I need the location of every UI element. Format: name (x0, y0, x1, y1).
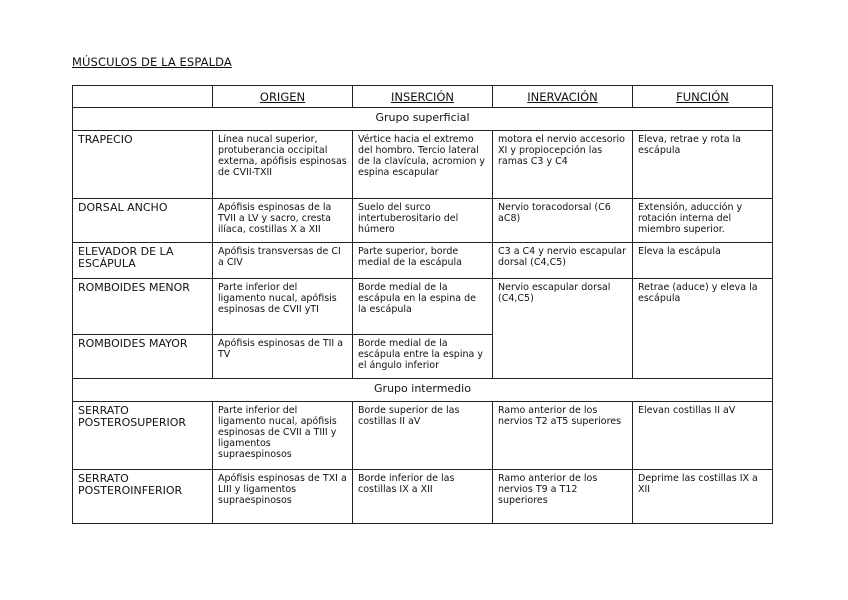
group-label-intermedio: Grupo intermedio (73, 379, 773, 402)
insercion-cell: Vértice hacia el extremo del hombro. Tercio lateral de la clavícula, acromion y espina escapular (353, 131, 493, 199)
header-empty (73, 86, 213, 108)
muscle-name: ELEVADOR DE LA ESCÁPULA (73, 243, 213, 279)
muscle-name: SERRATO POSTEROINFERIOR (73, 470, 213, 524)
funcion-cell: Extensión, aducción y rotación interna del miembro superior. (633, 199, 773, 243)
origen-cell: Línea nucal superior, protuberancia occipital externa, apófisis espinosas de CVII-TXII (213, 131, 353, 199)
group-row-intermedio (73, 379, 773, 402)
funcion-cell: Elevan costillas II aV (633, 402, 773, 470)
table-row (73, 131, 773, 199)
funcion-cell: Eleva, retrae y rota la escápula (633, 131, 773, 199)
origen-cell: Parte inferior del ligamento nucal, apófisis espinosas de CVII a TIII y ligamentos supraespinosos (213, 402, 353, 470)
muscle-name: ROMBOIDES MENOR (73, 279, 213, 335)
insercion-cell: Parte superior, borde medial de la escápula (353, 243, 493, 279)
funcion-cell: Deprime las costillas IX a XII (633, 470, 773, 524)
header-insercion: INSERCIÓN (353, 86, 493, 108)
table-header-row (73, 86, 773, 108)
insercion-cell: Borde medial de la escápula entre la espina y el ángulo inferior (353, 335, 493, 379)
header-inervacion: INERVACIÓN (493, 86, 633, 108)
funcion-cell: Retrae (aduce) y eleva la escápula (633, 279, 773, 379)
table-row (73, 279, 773, 335)
inervacion-cell: Nervio toracodorsal (C6 aC8) (493, 199, 633, 243)
document-title: MÚSCULOS DE LA ESPALDA (72, 55, 232, 69)
origen-cell: Apófisis espinosas de TII a TV (213, 335, 353, 379)
table-row (73, 470, 773, 524)
insercion-cell: Borde medial de la escápula en la espina de la escápula (353, 279, 493, 335)
funcion-cell: Eleva la escápula (633, 243, 773, 279)
header-funcion: FUNCIÓN (633, 86, 773, 108)
muscle-name: DORSAL ANCHO (73, 199, 213, 243)
origen-cell: Apófisis espinosas de TXI a LIII y ligamentos supraespinosos (213, 470, 353, 524)
inervacion-cell: Ramo anterior de los nervios T9 a T12 superiores (493, 470, 633, 524)
inervacion-cell: motora el nervio accesorio XI y propiocepción las ramas C3 y C4 (493, 131, 633, 199)
inervacion-cell: Nervio escapular dorsal (C4,C5) (493, 279, 633, 379)
group-row-superficial (73, 108, 773, 131)
table-row (73, 402, 773, 470)
muscle-name: ROMBOIDES MAYOR (73, 335, 213, 379)
muscles-table (72, 85, 773, 524)
table-row (73, 243, 773, 279)
origen-cell: Apófisis transversas de CI a CIV (213, 243, 353, 279)
origen-cell: Apófisis espinosas de la TVII a LV y sacro, cresta ilíaca, costillas X a XII (213, 199, 353, 243)
insercion-cell: Borde superior de las costillas II aV (353, 402, 493, 470)
muscle-name: TRAPECIO (73, 131, 213, 199)
origen-cell: Parte inferior del ligamento nucal, apófisis espinosas de CVII yTI (213, 279, 353, 335)
inervacion-cell: Ramo anterior de los nervios T2 aT5 superiores (493, 402, 633, 470)
header-origen: ORIGEN (213, 86, 353, 108)
table-row (73, 199, 773, 243)
insercion-cell: Suelo del surco intertuberositario del húmero (353, 199, 493, 243)
muscle-name: SERRATO POSTEROSUPERIOR (73, 402, 213, 470)
group-label-superficial: Grupo superficial (73, 108, 773, 131)
inervacion-cell: C3 a C4 y nervio escapular dorsal (C4,C5) (493, 243, 633, 279)
insercion-cell: Borde inferior de las costillas IX a XII (353, 470, 493, 524)
